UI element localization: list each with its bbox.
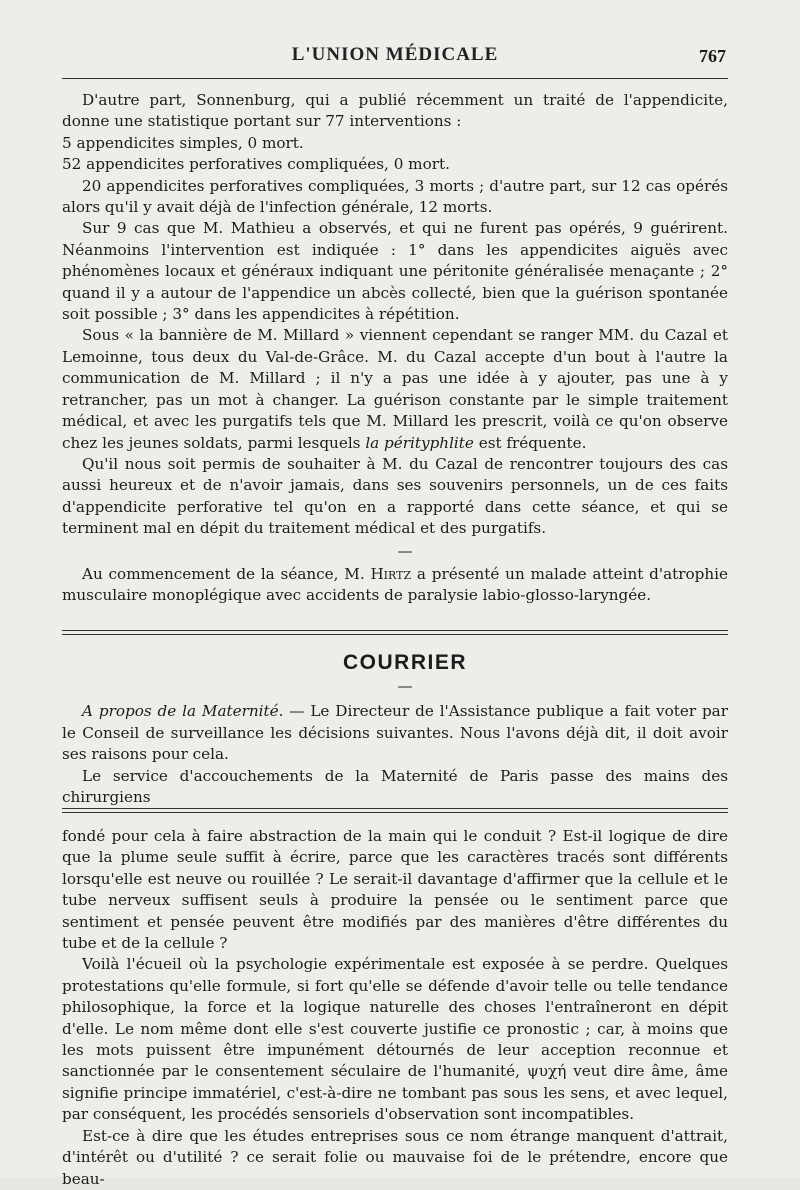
- paragraph-millard: [62, 325, 728, 453]
- list-item: 52 appendicites perforatives compliquées, 0 mort.: [62, 155, 450, 174]
- text-span: veut dire âme, âme signifie principe immatériel, c'est-à-dire ne tombant pas sous les sens, et avec lequel, par conséquent, les procédés sensoriels d'observation sont incompatibles.: [62, 1062, 728, 1124]
- paragraph-20-appendicites: 20 appendicites perforatives compliquées, 3 morts ; d'autre part, sur 12 cas opérés alors qu'il y avait déjà de l'infection générale, 12 morts.: [62, 176, 728, 217]
- text-span: Voilà l'écueil où la psychologie expérimentale est exposée à se perdre. Quelques protestations qu'elle formule, si fort qu'elle se défende d'avoir telle ou telle tendance philosophique, la force et la logique naturelle des choses l'entraîneront en dépit d'elle. Le nom même dont elle s'est couverte justifie ce pronostic ; car, à moins que les mots puissent être impunément détournés de leur acception reconnue et sanctionnée par le consentement séculaire de l'humanité,: [62, 955, 728, 1081]
- section-double-rule: [62, 630, 728, 635]
- paragraph-du-cazal: Qu'il nous soit permis de souhaiter à M. du Cazal de rencontrer toujours des cas aussi heureux et de n'avoir jamais, dans ses souvenirs personnels, un de ces faits d'appendicite perforative tel qu'on en a rapporté dans cette séance, et qui se terminent mal en dépit du traitement médical et des purgatifs.: [62, 454, 728, 538]
- page-number: 767: [699, 46, 726, 66]
- separator-dash: —: [397, 677, 413, 696]
- paragraph-continuation: fondé pour cela à faire abstraction de la main qui le conduit ? Est-il logique de dire que la plume seule suffit à écrire, parce que les caractères tracés sont différents lorsqu'elle est neuve ou rouillée ? Le serait-il davantage d'affirmer que la cellule et le tube nerveux suffisent seuls à produire la pensée ou le sentiment parce que sentiment et pensée peuvent être modifiés par des manières d'être différentes du tube et de la cellule ?: [62, 827, 728, 953]
- section-title: COURRIER: [342, 651, 467, 674]
- text-span: Sous « la bannière de M. Millard » viennent cependant se ranger MM. du Cazal et Lemoinne, tous deux du Val-de-Grâce. M. du Cazal accepte d'un bout à l'autre la communication de M. Millard ; il n'y a pas une idée à y ajouter, pas une à y retrancher, pas un mot à changer. La guérison constante par le simple traitement médical, et avec les purgatifs tels que M. Millard les prescrit, voilà ce qu'on observe chez les jeunes soldats, parmi lesquels: [62, 326, 728, 452]
- italic-term: la pérityphlite: [365, 433, 474, 452]
- list-item: 5 appendicites simples, 0 mort.: [62, 133, 304, 152]
- paragraph-maternite: [62, 701, 728, 765]
- courrier-section: [62, 652, 728, 808]
- paragraph-service: Le service d'accouchements de la Maternité de Paris passe des mains des chirurgiens: [62, 766, 728, 807]
- text-span: a présenté un malade atteint d'atrophie musculaire monoplégique avec accidents de paralysie labio-glosso-laryngée.: [62, 564, 728, 604]
- feuilleton-double-rule: [62, 808, 728, 813]
- journal-title: L'UNION MÉDICALE: [291, 44, 499, 65]
- text-span: est fréquente.: [473, 433, 587, 452]
- running-head: [62, 44, 728, 72]
- separator-dash: —: [397, 541, 413, 560]
- text-span: Au commencement de la séance, M.: [82, 564, 371, 583]
- paragraph-etudes: Est-ce à dire que les études entreprises sous ce nom étrange manquent d'attrait, d'intérêt ou d'utilité ? ce serait folie ou mauvaise foi de le prétendre, encore que beau-: [62, 1126, 728, 1188]
- article-block-top: [62, 90, 728, 606]
- paragraph-psychologie: [62, 954, 728, 1125]
- author-name: Hirtz: [370, 564, 412, 583]
- text-span: — Le Directeur de l'Assistance publique a fait voter par le Conseil de surveillance les décisions suivantes. Nous l'avons déjà dit, il doit avoir ses raisons pour cela.: [62, 702, 728, 764]
- header-rule: [62, 78, 728, 79]
- article-block-bottom: [62, 826, 728, 1190]
- greek-word: ψυχή: [526, 1062, 567, 1081]
- italic-heading: A propos de la Maternité.: [82, 702, 284, 721]
- paragraph-hirtz: [62, 564, 728, 607]
- paragraph-mathieu: Sur 9 cas que M. Mathieu a observés, et qui ne furent pas opérés, 9 guérirent. Néanmoins l'intervention est indiquée : 1° dans les appendicites aiguës avec phénomènes locaux et généraux indiquant une péritonite généralisée menaçante ; 2° quand il y a autour de l'appendice un abcès collecté, bien que la guérison spontanée soit possible ; 3° dans les appendicites à répétition.: [62, 219, 728, 324]
- paragraph-intro: D'autre part, Sonnenburg, qui a publié récemment un traité de l'appendicite, donne une statistique portant sur 77 interventions :: [62, 91, 728, 131]
